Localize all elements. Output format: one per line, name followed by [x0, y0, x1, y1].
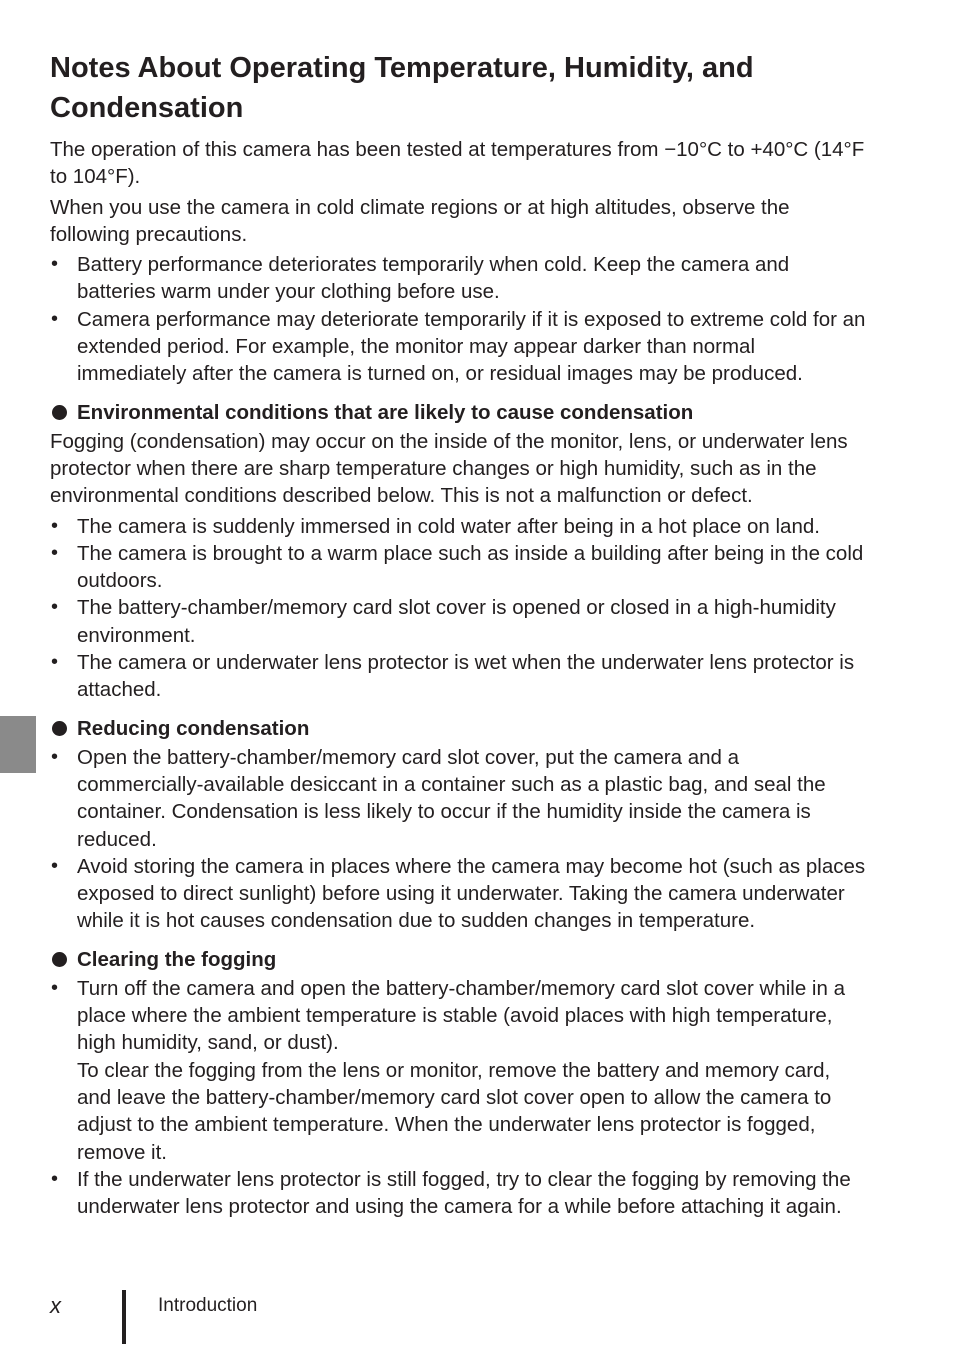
list-item-text: If the underwater lens protector is still fogged, try to clear the fogging by removing the underwater lens protector and using the camera for a while before attaching it again. [77, 1167, 851, 1219]
bullet-icon: • [51, 745, 59, 768]
reducing-list [50, 744, 866, 935]
section-heading-text: Environmental conditions that are likely to cause condensation [77, 400, 694, 424]
section-heading-text: Reducing condensation [77, 716, 310, 740]
list-item [50, 649, 866, 704]
section-heading-reducing [50, 715, 866, 742]
list-item [50, 251, 866, 306]
list-item [50, 1166, 866, 1221]
environment-paragraph: Fogging (condensation) may occur on the inside of the monitor, lens, or underwater lens protector when there are sharp temperature changes or high humidity, such as in the environmental conditions described below. This is not a malfunction or defect. [50, 429, 848, 508]
circle-bullet-icon [52, 405, 67, 420]
list-item-text: The battery-chamber/memory card slot cover is opened or closed in a high-humidity environment. [77, 596, 836, 647]
section-thumb-tab [0, 716, 36, 773]
list-item-text: Battery performance deteriorates temporarily when cold. Keep the camera and batteries warm under your clothing before use. [77, 253, 790, 304]
environment-list [50, 513, 866, 704]
list-item-text: Avoid storing the camera in places where the camera may become hot (such as places exposed to direct sunlight) before using it underwater. Taking the camera underwater while it is hot causes condensation due to sudden changes in temperature. [77, 854, 866, 933]
bullet-icon: • [51, 854, 59, 877]
circle-bullet-icon [52, 952, 67, 967]
section-heading-clearing [50, 946, 866, 973]
list-item [50, 513, 866, 540]
intro-paragraph-temperature: The operation of this camera has been tested at temperatures from −10°C to +40°C (14°F to 104°F). [50, 138, 865, 189]
list-item-text: The camera or underwater lens protector is wet when the underwater lens protector is attached. [77, 651, 855, 702]
bullet-icon: • [51, 1167, 59, 1190]
bullet-icon: • [51, 253, 59, 276]
list-item-text: The camera is brought to a warm place such as inside a building after being in the cold outdoors. [77, 541, 864, 593]
section-heading-environment [50, 399, 866, 426]
circle-bullet-icon [52, 721, 67, 736]
list-item-continued-text: To clear the fogging from the lens or monitor, remove the battery and memory card, and leave the battery-chamber/memory card slot cover open to allow the camera to adjust to the ambient temperature. When the underwater lens protector is fogged, remove it. [77, 1058, 832, 1164]
list-item [50, 306, 866, 388]
list-item [50, 975, 866, 1166]
bullet-icon: • [51, 541, 59, 564]
list-item [50, 540, 866, 595]
cold-precautions-list [50, 251, 866, 387]
bullet-icon: • [51, 651, 59, 674]
list-item [50, 594, 866, 649]
list-item-text: The camera is suddenly immersed in cold water after being in a hot place on land. [77, 514, 820, 538]
bullet-icon: • [51, 514, 59, 537]
footer-divider [122, 1290, 126, 1344]
footer-section-name: Introduction [158, 1295, 258, 1316]
list-item [50, 744, 866, 853]
list-item-text: Open the battery-chamber/memory card slot cover, put the camera and a commercially-available desiccant in a container such as a plastic bag, and seal the container. Condensation is less likely to occur if the humidity inside the camera is reduced. [77, 745, 826, 851]
section-heading-text: Clearing the fogging [77, 947, 277, 971]
clearing-list [50, 975, 866, 1221]
page-content [50, 48, 866, 1220]
list-item-text: Turn off the camera and open the battery-chamber/memory card slot cover while in a place where the ambient temperature is stable (avoid places with high temperature, high humidity, sand, or dust). [77, 976, 845, 1055]
bullet-icon: • [51, 307, 59, 330]
list-item-text: Camera performance may deteriorate temporarily if it is exposed to extreme cold for an extended period. For example, the monitor may appear darker than normal immediately after the camera is turned on, or residual images may be produced. [77, 307, 866, 386]
bullet-icon: • [51, 976, 59, 999]
list-item [50, 853, 866, 935]
bullet-icon: • [51, 596, 59, 619]
page-number: x [50, 1293, 61, 1318]
page-title: Notes About Operating Temperature, Humidity, and Condensation [50, 52, 754, 124]
intro-paragraph-cold: When you use the camera in cold climate regions or at high altitudes, observe the following precautions. [50, 195, 790, 246]
